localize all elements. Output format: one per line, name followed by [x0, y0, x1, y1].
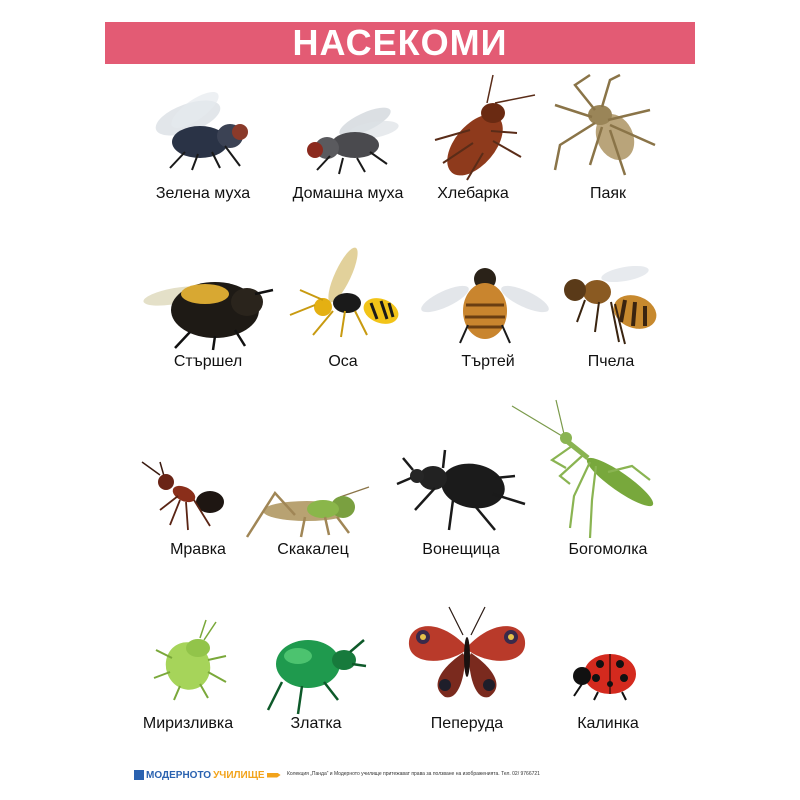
insect-card	[150, 620, 230, 700]
insect-card	[245, 485, 370, 540]
page-title: НАСЕКОМИ	[105, 22, 695, 64]
insect-card	[140, 460, 230, 535]
insect-label: Миризливка	[142, 715, 234, 732]
stink-bug-icon	[150, 620, 230, 700]
insect-label: Скакалец	[277, 541, 349, 558]
butterfly-icon	[405, 605, 530, 700]
insect-card	[285, 245, 410, 345]
housefly-icon	[295, 100, 405, 180]
fly-icon	[140, 90, 270, 180]
jewel-beetle-icon	[262, 630, 367, 715]
mantis-icon	[510, 400, 660, 540]
insect-label: Златка	[290, 715, 342, 732]
insect-card	[262, 630, 367, 715]
insect-card	[295, 100, 405, 180]
drone-bee-icon	[420, 265, 550, 345]
insect-label: Калинка	[577, 715, 639, 732]
bumblebee-icon	[135, 270, 275, 350]
spider-icon	[550, 75, 660, 180]
insect-label: Пеперуда	[430, 715, 504, 732]
insect-label: Пчела	[587, 353, 635, 370]
grasshopper-icon	[245, 485, 370, 540]
insect-card	[550, 75, 660, 180]
copyright-note: Колекция „Панда“ и Модерното училище притежават права за ползване на изображенията. Тел. 02/ 9766721	[287, 771, 540, 777]
insect-label: Домашна муха	[292, 185, 404, 202]
insect-card	[140, 90, 270, 180]
pencil-icon	[267, 773, 281, 778]
insect-card	[425, 75, 545, 185]
brand-logo	[134, 769, 281, 781]
insect-card	[555, 262, 665, 347]
wasp-icon	[285, 245, 410, 345]
insect-label: Мравка	[170, 541, 226, 558]
insect-label: Вонещица	[422, 541, 500, 558]
insect-label: Богомолка	[568, 541, 648, 558]
insect-card	[135, 270, 275, 350]
insect-card	[568, 650, 640, 700]
ladybug-icon	[568, 650, 640, 700]
insect-label: Търтей	[461, 353, 515, 370]
insect-label: Хлебарка	[437, 185, 509, 202]
logo-text-part2: УЧИЛИЩЕ	[213, 769, 265, 781]
insect-label: Зелена муха	[155, 185, 251, 202]
insect-label: Паяк	[589, 185, 627, 202]
insect-card	[510, 400, 660, 540]
cockroach-icon	[425, 75, 545, 185]
insect-label: Стършел	[173, 353, 243, 370]
insect-card	[420, 265, 550, 345]
logo-square-icon	[134, 770, 144, 780]
insect-card	[405, 605, 530, 700]
insect-label: Оса	[328, 353, 358, 370]
bee-icon	[555, 262, 665, 347]
logo-text-part1: МОДЕРНОТО	[146, 769, 212, 781]
ant-icon	[140, 460, 230, 535]
